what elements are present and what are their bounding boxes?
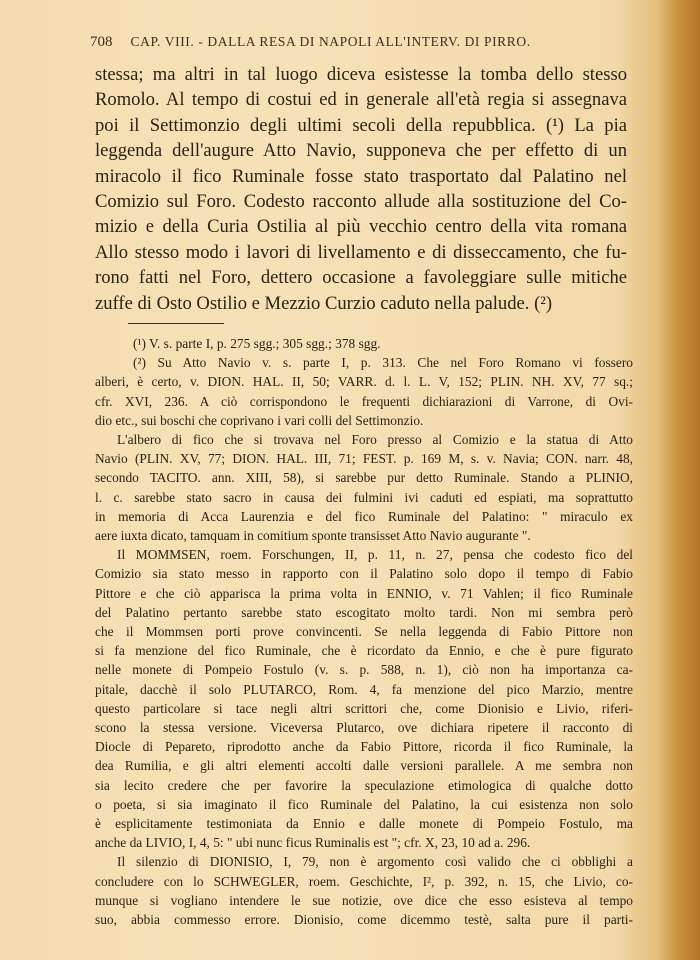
footnote-line: concludere con lo SCHWEGLER, roem. Geschichte, I², p. 392, n. 15, che Livio, co- — [95, 873, 633, 889]
footnote-line: si fa menzione del fico Ruminale, che è ricordato da Ennio, e che è pure figurato — [95, 643, 633, 659]
running-header — [90, 34, 610, 51]
footnote-line: anche da LIVIO, I, 4, 5: " ubi nunc ficus Ruminalis est "; cfr. X, 23, 10 ad a. 296. — [95, 835, 531, 851]
footnote-line: scono la stessa versione. Viceversa Plutarco, ove dichiara ripetere il racconto di — [95, 720, 633, 736]
footnote-line: secondo TACITO. ann. XIII, 58), si sarebbe pur detto Ruminale. Stando a PLINIO, — [95, 470, 633, 486]
text-line: rono fatti nel Foro, dettero occasione a favoleggiare sulle mitiche — [95, 267, 627, 289]
footnote-line: l. c. sarebbe stato sacro in causa dei fulmini ivi caduti ed espiati, ma soprattutto — [95, 489, 633, 505]
footnote-line: L'albero di fico che si trovava nel Foro presso al Comizio e la statua di Atto — [117, 432, 633, 448]
footnote-line: Il MOMMSEN, roem. Forschungen, II, p. 11, n. 27, pensa che codesto fico del — [117, 547, 633, 563]
footnotes — [95, 334, 633, 929]
footnote-line: Pittore e che ciò apparisca la prima volta in ENNIO, v. 71 Vahlen; il fico Ruminale — [95, 585, 633, 601]
running-title: CAP. VIII. - DALLA RESA DI NAPOLI ALL'INTERV. DI PIRRO. — [130, 34, 531, 49]
text-line: stessa; ma altri in tal luogo diceva esistesse la tomba dello stesso — [95, 64, 627, 85]
footnote-line: pitale, dacchè il solo PLUTARCO, Rom. 4, fa menzione del pico Marzio, mentre — [95, 681, 633, 697]
footnote-line: cfr. XVI, 236. A ciò corrispondono le frequenti dichiarazioni di Varrone, di Ovi- — [95, 393, 633, 409]
footnote-line: questo particolare si tace negli altri scrittori che, come Dionisio e Livio, riferi- — [95, 700, 633, 716]
footnote-line: munque si vogliano intendere le sue notizie, ove dice che esso esisteva al tempo — [95, 892, 633, 908]
page-number: 708 — [90, 34, 113, 50]
footnote-line: (²) Su Atto Navio v. s. parte I, p. 313. Che nel Foro Romano vi fossero — [133, 355, 633, 371]
footnote-line: dio etc., sui boschi che coprivano i vari colli del Settimonzio. — [95, 412, 424, 428]
footnote-line: dea Rumilia, e gli altri elementi accolti dalle versioni parallele. A me sembra non — [95, 758, 633, 774]
text-line: Romolo. Al tempo di costui ed in generale all'età regia si assegnava — [95, 89, 627, 111]
footnote-line: suo, abbia commesso errore. Dionisio, come dicemmo testè, salta pure il parti- — [95, 912, 633, 928]
text-line: poi il Settimonzio degli ultimi secoli della repubblica. (¹) La pia — [95, 114, 627, 136]
text-line: zuffe di Osto Ostilio e Mezzio Curzio caduto nella palude. (²) — [95, 292, 553, 314]
text-line: Comizio sul Foro. Codesto racconto allude alla sostituzione del Co- — [95, 191, 627, 213]
footnote-line: del Palatino pertanto sarebbe stato escogitato molto tardi. Non mi sembra però — [95, 604, 633, 620]
text-line: miracolo il fico Ruminale fosse stato trasportato dal Palatino nel — [95, 165, 627, 187]
text-line: mizio e della Curia Ostilia al più vecchio centro della vita romana — [95, 216, 627, 238]
footnote-line: Il silenzio di DIONISIO, I, 79, non è argomento così valido che ci obblighi a — [117, 854, 633, 870]
footnote-line: o poeta, si sia imaginato il fico Ruminale del Palatino, la cui esistenza non solo — [95, 796, 633, 812]
footnote-line: in memoria di Acca Laurenzia e del fico Ruminale del Palatino: " miraculo ex — [95, 508, 633, 524]
footnote-line: è esplicitamente testimoniata da Ennio e dalle monete di Pompeio Fostulo, ma — [95, 816, 633, 832]
footnote-line: Diocle di Pepareto, riprodotto anche da Fabio Pittore, ricorda il fico Ruminale, la — [95, 739, 633, 755]
footnote-line: aere iuxta dicato, tamquam in comitium sponte transisset Atto Navio augurante ". — [95, 528, 531, 544]
text-line: leggenda dell'augure Atto Navio, supponeva che per effetto di un — [95, 140, 627, 162]
text-line: Allo stesso modo i lavori di livellamento e di disseccamento, che fu- — [95, 241, 627, 263]
footnote-line: che il Mommsen porti prove convincenti. Se nella leggenda di Fabio Pittore non — [95, 624, 633, 640]
footnote-separator — [128, 323, 224, 324]
footnote-line: nelle monete di Pompeio Fostulo (v. s. p. 588, n. 1), ciò non ha importanza ca- — [95, 662, 633, 678]
footnote-line: alberi, è certo, v. DION. HAL. II, 50; VARR. d. l. L. V, 152; PLIN. NH. XV, 77 sq.; — [95, 374, 633, 390]
main-text — [95, 62, 627, 316]
footnote-line: sia lecito credere che per favorire la speculazione etimologica di qualche dotto — [95, 777, 633, 793]
footnote-line: (¹) V. s. parte I, p. 275 sgg.; 305 sgg.; 378 sgg. — [133, 336, 381, 351]
footnote-line: Comizio sia stato messo in rapporto con il Palatino solo dopo il tempo di Fabio — [95, 566, 633, 582]
footnote-line: Navio (PLIN. XV, 77; DION. HAL. III, 71; FEST. p. 169 M, s. v. Navia; CON. narr. 48, — [95, 451, 633, 467]
